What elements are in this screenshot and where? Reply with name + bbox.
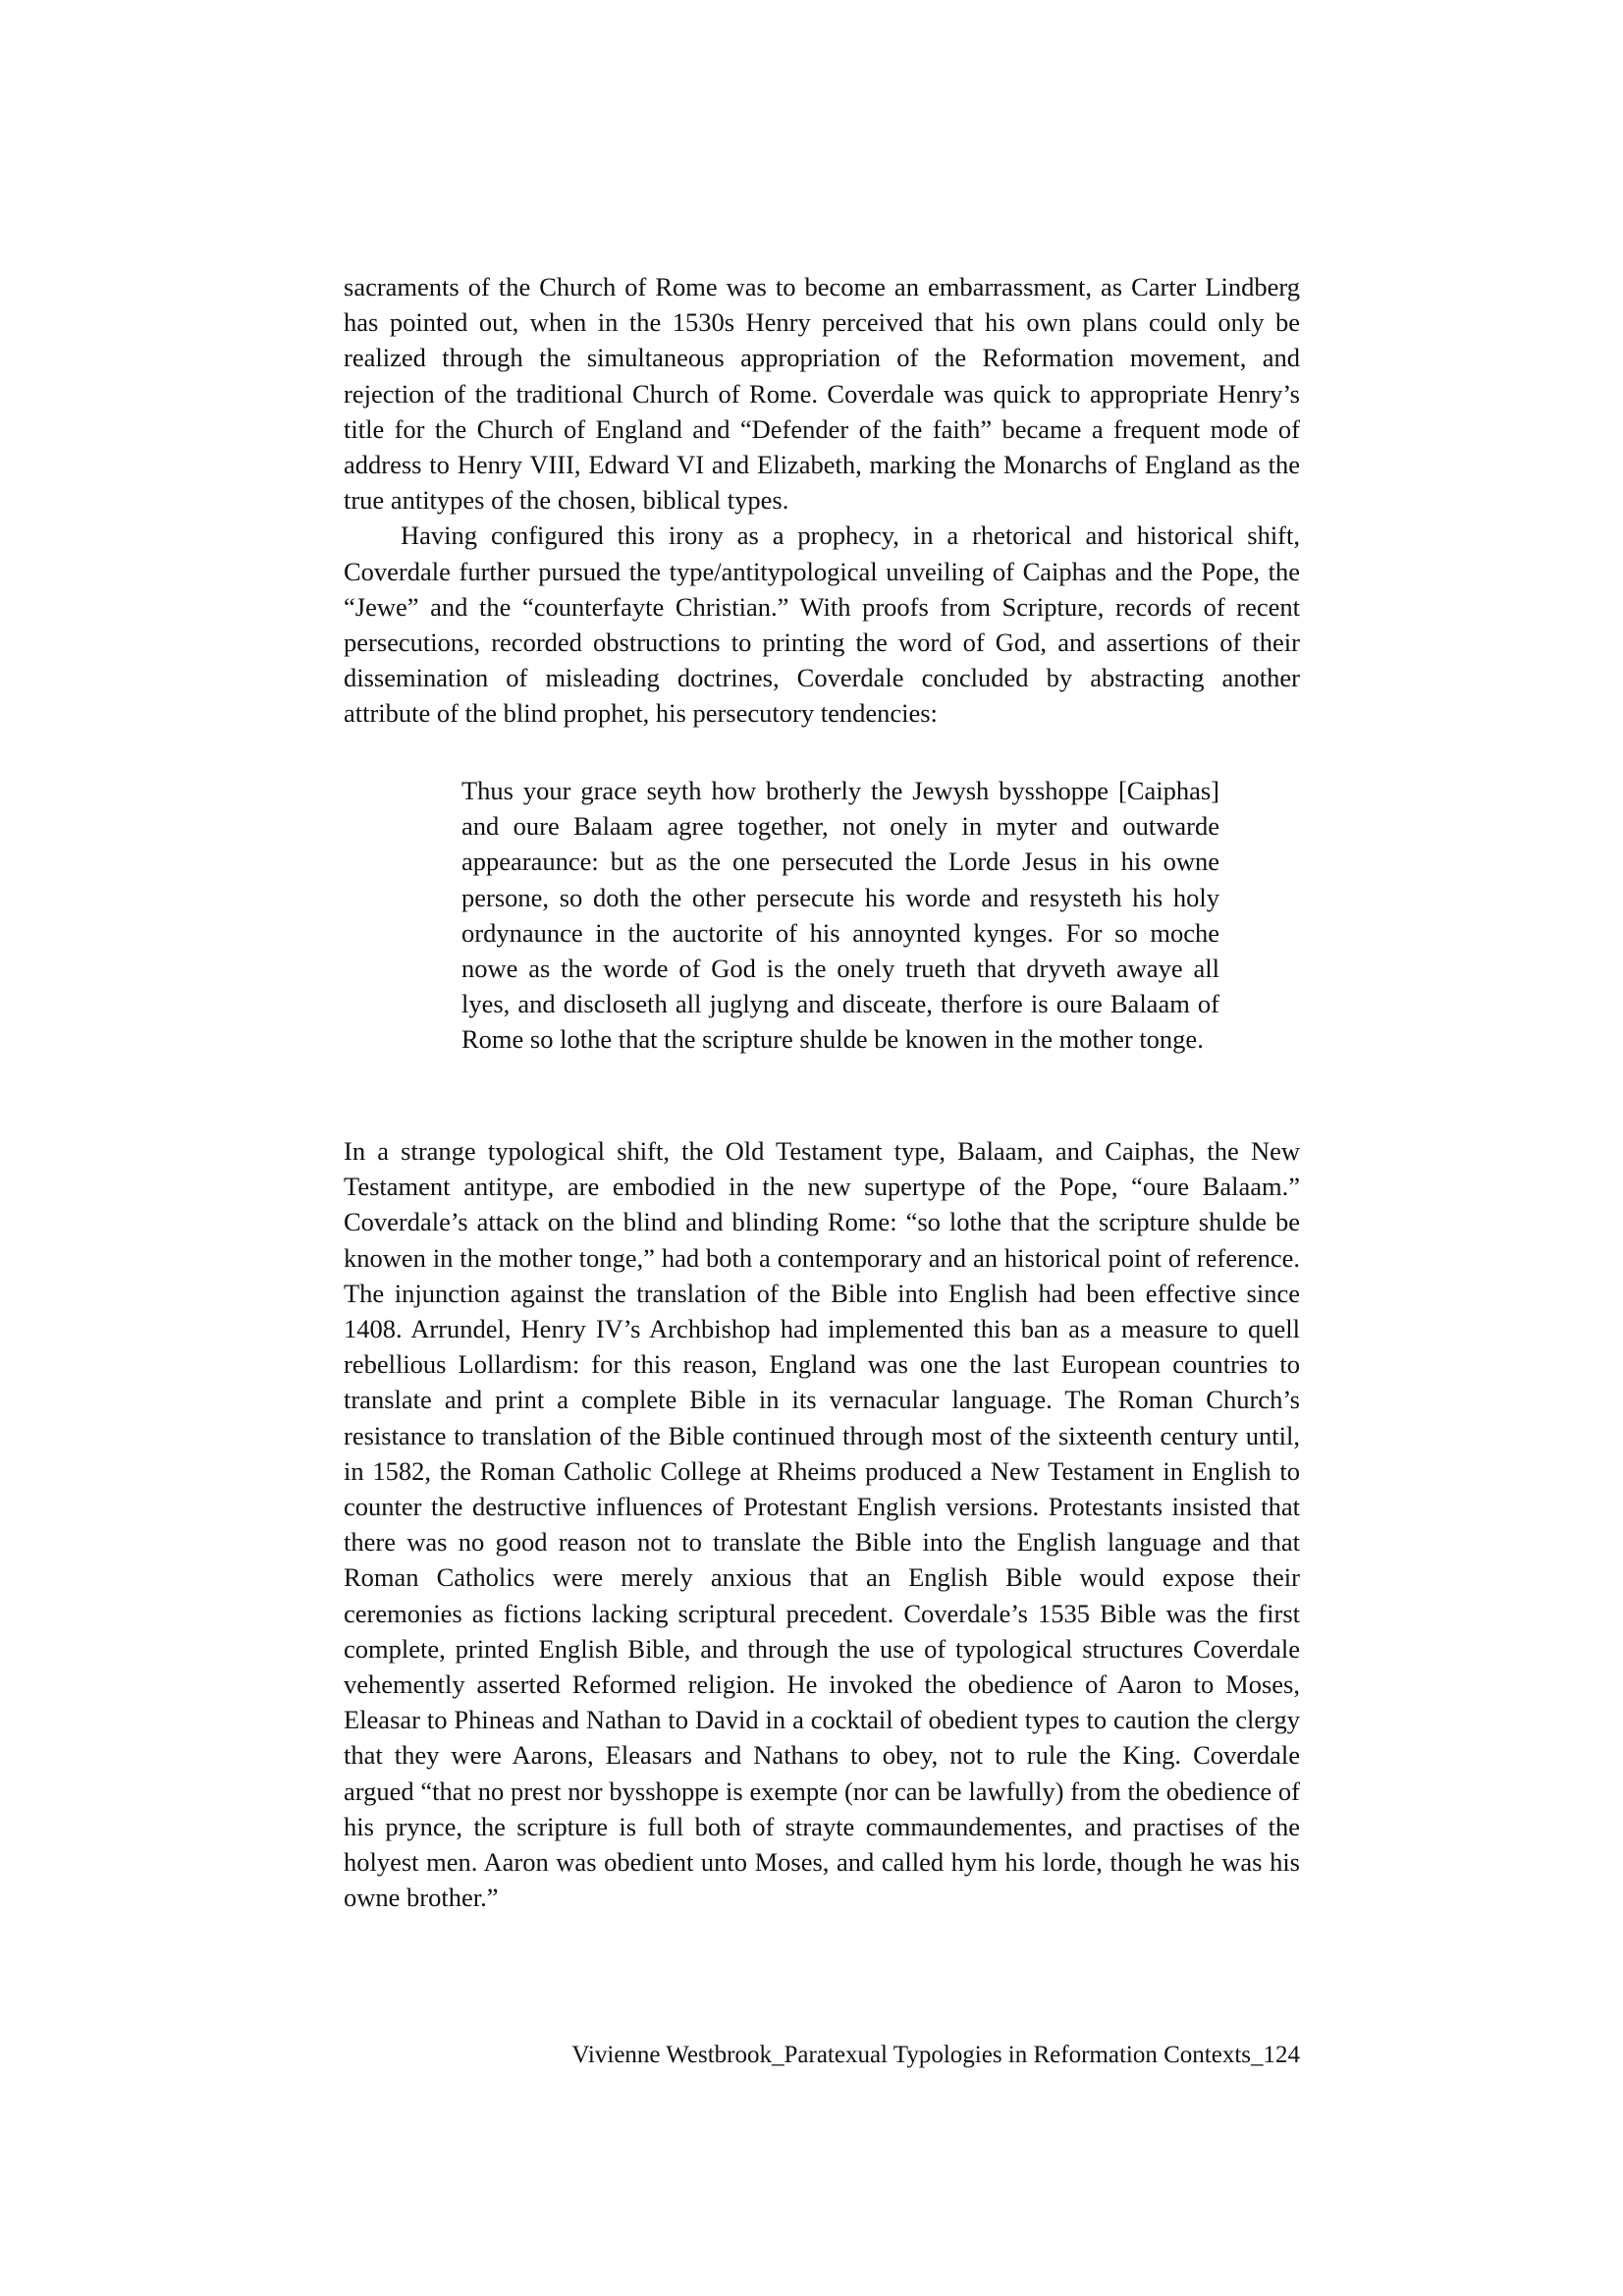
paragraph-2: Having configured this irony as a prophecy, in a rhetorical and historical shift, Coverdale further pursued the type/antitypological unveiling of Caiphas and the Pope, the “Jewe” and the “counterfayte Christian.” With proofs from Scripture, records of recent persecutions, recorded obstructions to printing the word of God, and assertions of their dissemination of misleading doctrines, Coverdale concluded by abstracting another attribute of the blind prophet, his persecutory tendencies: — [344, 520, 1300, 729]
block-quote-text: Thus your grace seyth how brotherly the Jewysh bysshoppe [Caiphas] and oure Balaam agree together, not onely in myter and outwarde appearaunce: but as the one persecuted the Lorde Jesus in his owne persone, so doth the other persecute his worde and resysteth his holy ordynaunce in the auctorite of his annoynted kynges. For so moche nowe as the worde of God is the onely trueth that dryveth awaye all lyes, and discloseth all juglyng and disceate, therfore is oure Balaam of Rome so lothe that the scripture shulde be knowen in the mother tonge. — [461, 776, 1219, 1055]
body-text-bottom — [344, 1133, 1300, 1915]
paragraph-3: In a strange typological shift, the Old Testament type, Balaam, and Caiphas, the New Testament antitype, are embodied in the new supertype of the Pope, “oure Balaam.” Coverdale’s attack on the blind and blinding Rome: “so lothe that the scripture shulde be knowen in the mother tonge,” had both a contemporary and an historical point of reference. The injunction against the translation of the Bible into English had been effective since 1408. Arrundel, Henry IV’s Archbishop had implemented this ban as a measure to quell rebellious Lollardism: for this reason, England was one the last European countries to translate and print a complete Bible in its vernacular language. The Roman Church’s resistance to translation of the Bible continued through most of the sixteenth century until, in 1582, the Roman Catholic College at Rheims produced a New Testament in English to counter the destructive influences of Protestant English versions. Protestants insisted that there was no good reason not to translate the Bible into the English language and that Roman Catholics were merely anxious that an English Bible would expose their ceremonies as fictions lacking scriptural precedent. Coverdale’s 1535 Bible was the first complete, printed English Bible, and through the use of typological structures Coverdale vehemently asserted Reformed religion. He invoked the obedience of Aaron to Moses, Eleasar to Phineas and Nathan to David in a cocktail of obedient types to caution the clergy that they were Aarons, Eleasars and Nathans to obey, not to rule the King. Coverdale argued “that no prest nor bysshoppe is exempte (nor can be lawfully) from the obedience of his prynce, the scripture is full both of strayte commaundementes, and practises of the holyest men. Aaron was obedient unto Moses, and called hym his lorde, though he was his owne brother.” — [344, 1136, 1300, 1913]
block-quote — [461, 773, 1219, 1058]
paragraph-1: sacraments of the Church of Rome was to become an embarrassment, as Carter Lindberg has pointed out, when in the 1530s Henry perceived that his own plans could only be realized through the simultaneous appropriation of the Reformation movement, and rejection of the traditional Church of Rome. Coverdale was quick to appropriate Henry’s title for the Church of England and “Defender of the faith” became a frequent mode of address to Henry VIII, Edward VI and Elizabeth, marking the Monarchs of England as the true antitypes of the chosen, biblical types. — [344, 272, 1300, 516]
running-footer: Vivienne Westbrook_Paratexual Typologies in Reformation Contexts_124 — [571, 2042, 1300, 2068]
body-text-top — [344, 269, 1300, 732]
